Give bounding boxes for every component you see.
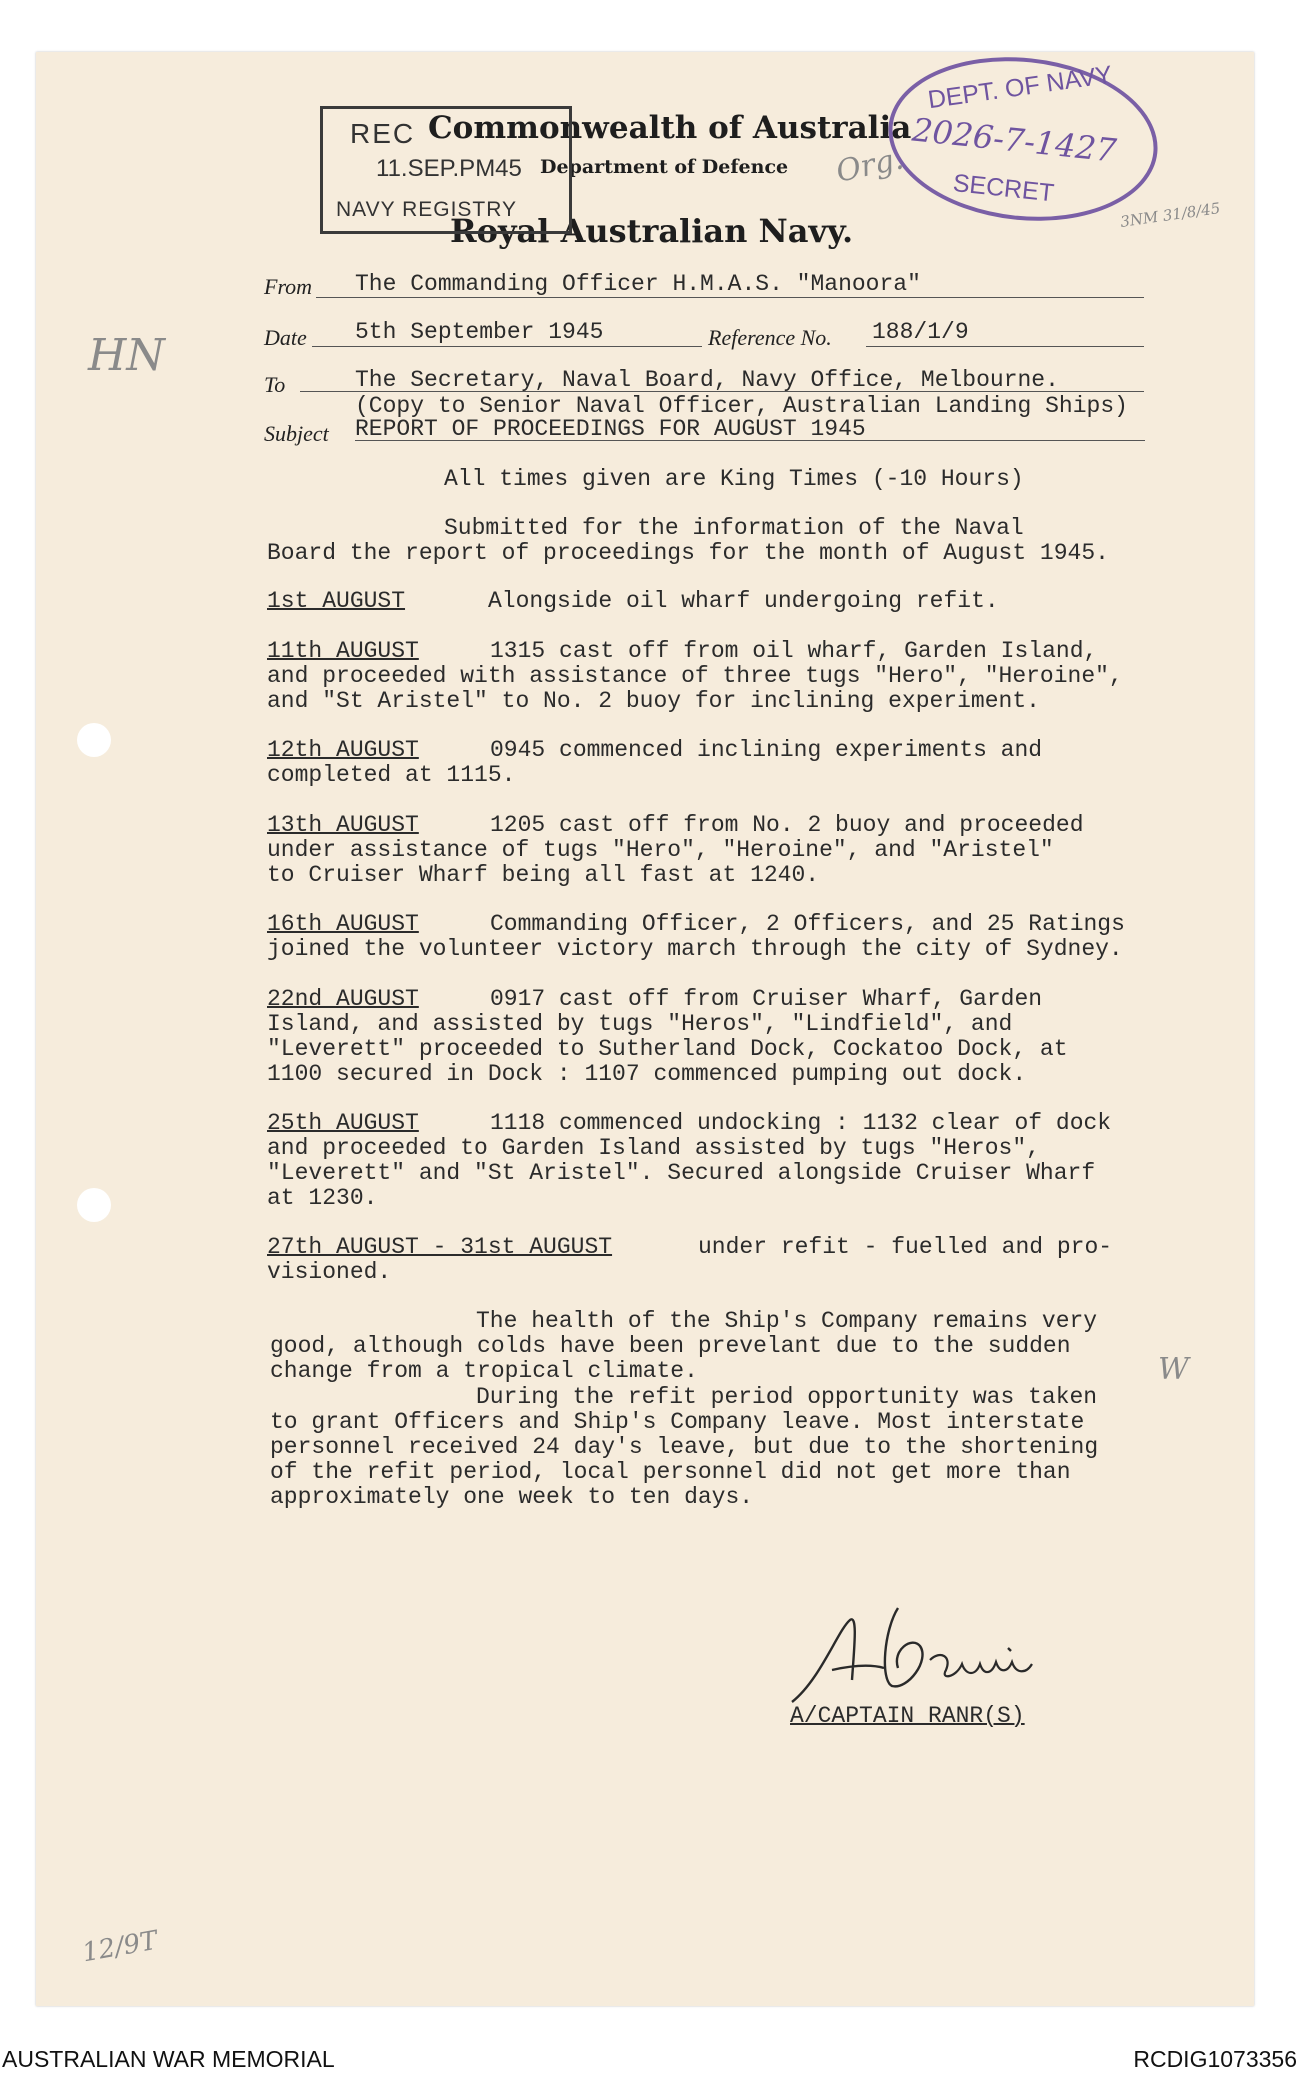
annotation-margin-ref: 3NM 31/8/45 bbox=[1119, 199, 1222, 231]
health-line: of the refit period, local personnel did not get more than bbox=[270, 1459, 1071, 1485]
letterhead-commonwealth: Commonwealth of Australia bbox=[428, 110, 912, 146]
received-stamp-date: 11.SEP.PM45 bbox=[376, 155, 522, 182]
signature-title: A/CAPTAIN RANR(S) bbox=[790, 1703, 1025, 1729]
entry-line: completed at 1115. bbox=[267, 762, 516, 788]
entry-line: visioned. bbox=[267, 1259, 392, 1285]
entry-line: 0945 commenced inclining experiments and bbox=[490, 737, 1043, 763]
entry-line: 0917 cast off from Cruiser Wharf, Garden bbox=[490, 986, 1043, 1012]
health-line: change from a tropical climate. bbox=[270, 1358, 698, 1384]
intro-line-1: Submitted for the information of the Naval bbox=[444, 515, 1024, 541]
times-note: All times given are King Times (-10 Hours) bbox=[444, 466, 1024, 492]
punch-hole-top bbox=[77, 723, 111, 757]
footer-record-id: RCDIG1073356 bbox=[1133, 2046, 1297, 2072]
entry-date: 16th AUGUST bbox=[267, 911, 419, 937]
to-rule bbox=[300, 391, 1144, 392]
entry-date: 11th AUGUST bbox=[267, 638, 419, 664]
letterhead-department: Department of Defence bbox=[540, 156, 789, 178]
entry-line: and proceeded to Garden Island assisted by tugs "Heros", bbox=[267, 1135, 1040, 1161]
entry-line: under assistance of tugs "Hero", "Heroine", and "Aristel" bbox=[267, 837, 1054, 863]
entry-line: Alongside oil wharf undergoing refit. bbox=[488, 588, 999, 614]
intro-line-2: Board the report of proceedings for the month of August 1945. bbox=[267, 540, 1109, 566]
navy-stamp-title: DEPT. OF NAVY bbox=[926, 60, 1114, 115]
entry-date: 13th AUGUST bbox=[267, 812, 419, 838]
annotation-initials: HN bbox=[88, 330, 165, 381]
signature-handwritten bbox=[780, 1590, 1060, 1710]
to-label: To bbox=[264, 372, 286, 397]
entry-date: 12th AUGUST bbox=[267, 737, 419, 763]
annotation-bottom-mark: 12/9T bbox=[79, 1925, 160, 1969]
entry-line: to Cruiser Wharf being all fast at 1240. bbox=[267, 862, 820, 888]
letterhead-navy: Royal Australian Navy. bbox=[450, 212, 854, 250]
subject-label: Subject bbox=[264, 421, 329, 446]
annotation-initials-right: W bbox=[1158, 1352, 1189, 1387]
health-line: During the refit period opportunity was taken bbox=[476, 1384, 1098, 1410]
entry-line: joined the volunteer victory march through the city of Sydney. bbox=[267, 936, 1123, 962]
entry-date: 22nd AUGUST bbox=[267, 986, 419, 1012]
reference-rule bbox=[866, 346, 1144, 347]
health-line: good, although colds have been prevelant due to the sudden bbox=[270, 1333, 1071, 1359]
health-line: The health of the Ship's Company remains very bbox=[476, 1308, 1098, 1334]
entry-date: 1st AUGUST bbox=[267, 588, 406, 614]
from-label: From bbox=[264, 274, 313, 299]
entry-line: 1315 cast off from oil wharf, Garden Island, bbox=[490, 638, 1098, 664]
received-stamp-registry: NAVY REGISTRY bbox=[336, 198, 518, 221]
punch-hole-bottom bbox=[77, 1188, 111, 1222]
date-rule bbox=[312, 346, 702, 347]
entry-line: Commanding Officer, 2 Officers, and 25 Ratings bbox=[490, 911, 1125, 937]
entry-line: and proceeded with assistance of three tugs "Hero", "Heroine", bbox=[267, 663, 1123, 689]
entry-line: 1205 cast off from No. 2 buoy and proceeded bbox=[490, 812, 1084, 838]
navy-stamp-secret: SECRET bbox=[951, 169, 1056, 208]
reference-label: Reference No. bbox=[708, 325, 832, 350]
entry-line: under refit - fuelled and pro- bbox=[698, 1234, 1113, 1260]
to-copy: (Copy to Senior Naval Officer, Australian Landing Ships) bbox=[355, 393, 1128, 419]
from-rule bbox=[316, 297, 1144, 298]
entry-line: "Leverett" and "St Aristel". Secured alongside Cruiser Wharf bbox=[267, 1160, 1096, 1186]
entry-date: 27th AUGUST - 31st AUGUST bbox=[267, 1234, 613, 1260]
entry-line: 1118 commenced undocking : 1132 clear of dock bbox=[490, 1110, 1112, 1136]
entry-line: at 1230. bbox=[267, 1185, 378, 1211]
navy-stamp-number: 2026-7-1427 bbox=[910, 110, 1119, 170]
from-value: The Commanding Officer H.M.A.S. "Manoora" bbox=[355, 271, 921, 297]
entry-date: 25th AUGUST bbox=[267, 1110, 419, 1136]
subject-value: REPORT OF PROCEEDINGS FOR AUGUST 1945 bbox=[355, 416, 866, 442]
health-line: personnel received 24 day's leave, but due to the shortening bbox=[270, 1434, 1099, 1460]
subject-rule bbox=[355, 440, 1145, 441]
health-line: approximately one week to ten days. bbox=[270, 1484, 754, 1510]
footer-archive-name: AUSTRALIAN WAR MEMORIAL bbox=[2, 2046, 335, 2072]
health-line: to grant Officers and Ship's Company leave. Most interstate bbox=[270, 1409, 1085, 1435]
entry-line: Island, and assisted by tugs "Heros", "Lindfield", and bbox=[267, 1011, 1013, 1037]
to-value: The Secretary, Naval Board, Navy Office, Melbourne. bbox=[355, 367, 1059, 393]
reference-value: 188/1/9 bbox=[872, 319, 969, 345]
date-value: 5th September 1945 bbox=[355, 319, 604, 345]
entry-line: "Leverett" proceeded to Sutherland Dock, Cockatoo Dock, at bbox=[267, 1036, 1068, 1062]
annotation-org: Org. bbox=[833, 141, 907, 190]
received-stamp-rec: REC bbox=[350, 118, 416, 149]
entry-line: and "St Aristel" to No. 2 buoy for inclining experiment. bbox=[267, 688, 1040, 714]
date-label: Date bbox=[264, 325, 307, 350]
entry-line: 1100 secured in Dock : 1107 commenced pumping out dock. bbox=[267, 1061, 1027, 1087]
